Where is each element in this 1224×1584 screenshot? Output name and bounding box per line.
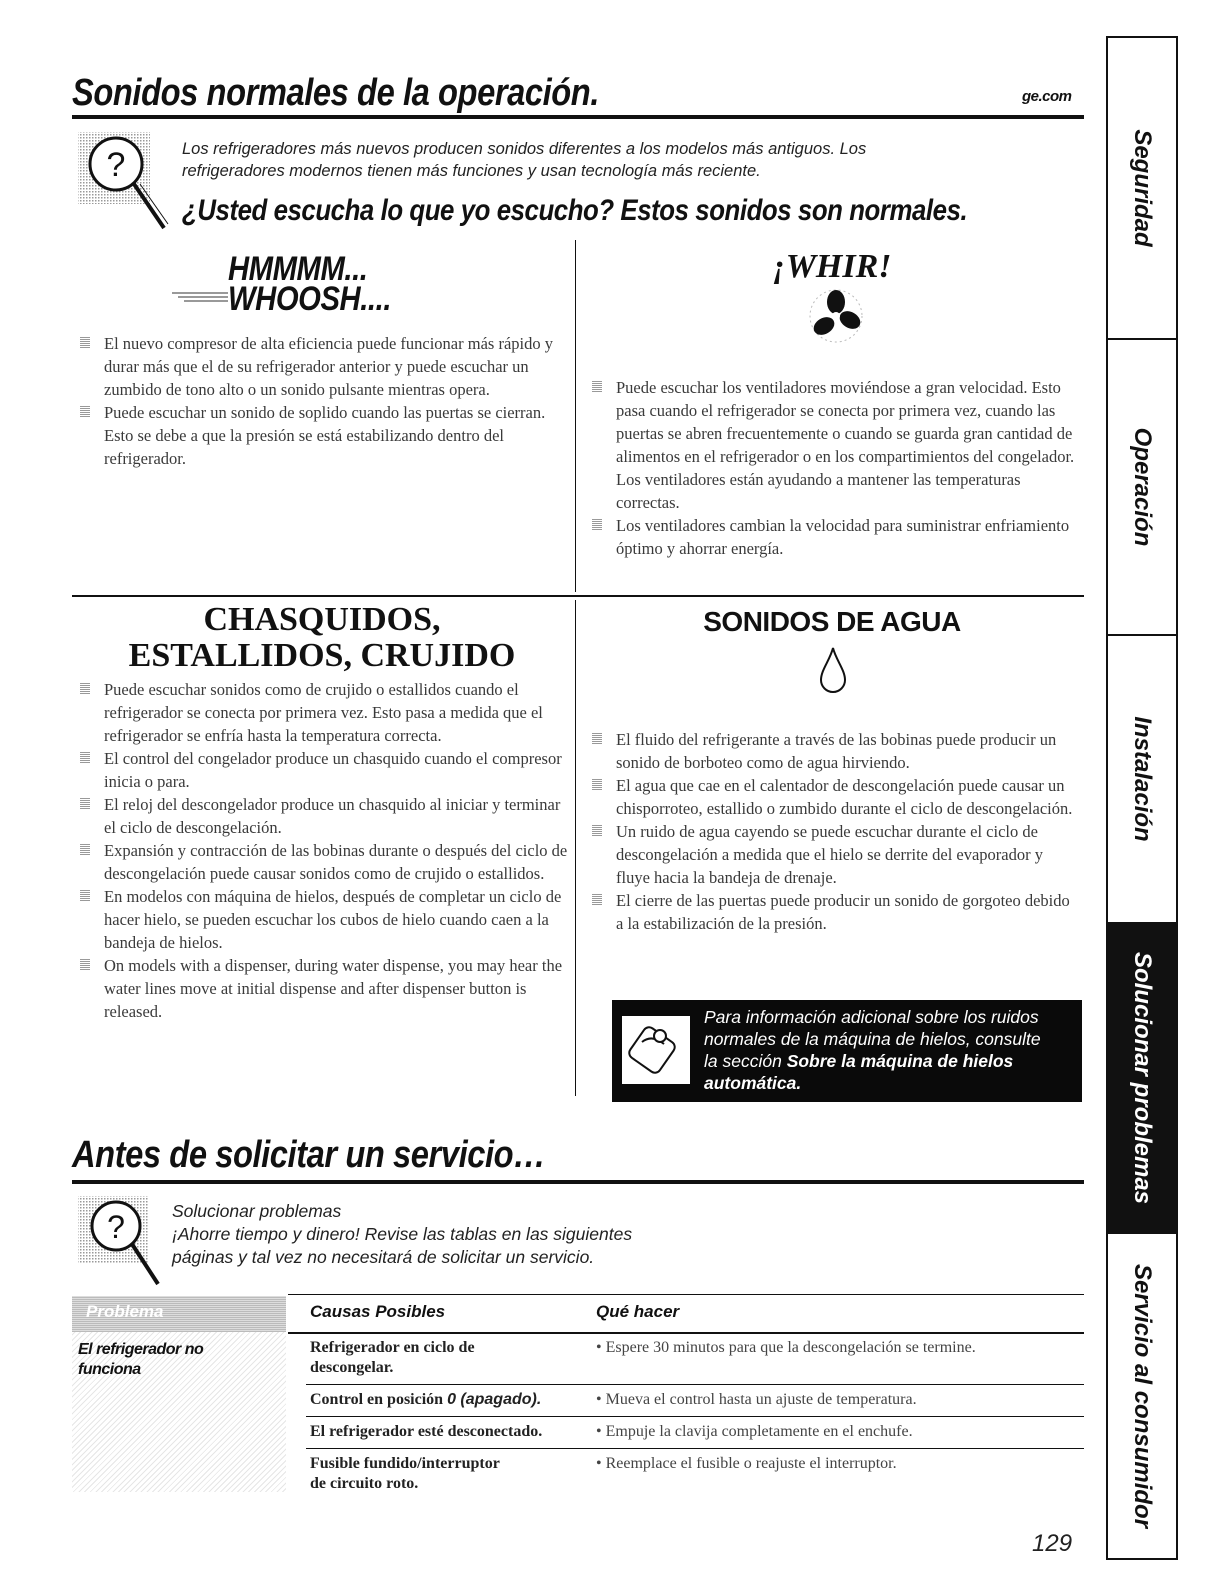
info-text — [704, 1006, 1076, 1094]
table-row-1-fix: • Espere 30 minutos para que la descongelación se termine. — [596, 1339, 976, 1356]
list-item: Puede escuchar los ventiladores moviéndose a gran velocidad. Esto pasa cuando el refrigerador se conecta por primera vez, cuando las puertas se abren frecuentemente o cuando se guarda gran cantidad de alimentos en el refrigerador o en los compartimientos del congelador. Los ventiladores están ayudando a mantener las temperaturas correctas. — [584, 376, 1080, 514]
water-drop-icon — [818, 646, 848, 694]
bullet-icon — [80, 890, 90, 901]
section-sidebar — [1106, 36, 1178, 1560]
problem-line-2: funciona — [78, 1361, 141, 1378]
column-divider-top — [575, 240, 576, 592]
cause-line: Fusible fundido/interruptor — [310, 1455, 500, 1472]
problem-label — [78, 1340, 203, 1380]
info-link-ice-maker-end[interactable]: automática. — [704, 1073, 802, 1093]
tab-instalacion[interactable] — [1108, 636, 1176, 924]
problem-column — [72, 1296, 286, 1492]
list-item: El control del congelador produce un chasquido cuando el compresor inicia o para. — [72, 747, 570, 793]
row-rule — [306, 1384, 1084, 1385]
page-number: 129 — [1032, 1530, 1073, 1557]
problem-header-cell — [72, 1296, 286, 1332]
header-rule — [72, 115, 1084, 119]
service-line-3: páginas y tal vez no necesitará de solicitar un servicio. — [172, 1247, 595, 1267]
fix-text: Empuje la clavija completamente en el enchufe. — [605, 1423, 913, 1440]
bullet-icon — [592, 894, 602, 905]
table-row-1-cause — [310, 1338, 580, 1378]
problem-line-1: El refrigerador no — [78, 1341, 204, 1358]
tab-servicio-al-consumidor[interactable] — [1108, 1234, 1176, 1558]
table-row-3-fix: • Empuje la clavija completamente en el enchufe. — [596, 1423, 913, 1440]
causes-header: Causas Posibles — [310, 1302, 446, 1321]
cause-line: de circuito roto. — [310, 1475, 419, 1492]
list-item: Un ruido de agua cayendo se puede escuchar durante el ciclo de descongelación a medida que el hielo se derrite del evaporador y fluye hacia la bandeja de drenaje. — [584, 820, 1080, 889]
bullet-icon — [592, 733, 602, 744]
bullet-icon — [80, 752, 90, 763]
tab-solucionar-problemas[interactable] — [1108, 924, 1176, 1234]
tab-label: Instalación — [1129, 716, 1156, 842]
fix-header: Qué hacer — [596, 1302, 680, 1321]
list-item: El fluido del refrigerante a través de las bobinas puede producir un sonido de borboteo como de agua hirviendo. — [584, 728, 1080, 774]
hmmm-list — [72, 332, 570, 470]
bullet-icon — [592, 825, 602, 836]
info-box — [612, 1000, 1082, 1102]
info-line-2: normales de la máquina de hielos, consulte — [704, 1029, 1041, 1049]
hmmm-title: HMMMM... — [228, 250, 368, 288]
bullet-icon — [80, 337, 90, 348]
problem-header: Problema — [86, 1302, 164, 1321]
service-intro — [172, 1200, 632, 1269]
whoosh-lines-icon — [172, 290, 228, 304]
list-item: El reloj del descongelador produce un chasquido al iniciar y terminar el ciclo de descongelación. — [72, 793, 570, 839]
cause-line: Refrigerador en ciclo de — [310, 1339, 475, 1356]
fix-text: Reemplace el fusible o reajuste el interruptor. — [605, 1455, 897, 1472]
chasquidos-list — [72, 678, 570, 1023]
column-divider-bottom — [575, 600, 576, 1096]
subheading: ¿Usted escucha lo que yo escucho? Estos sonidos son normales. — [182, 194, 968, 227]
cause-line: Control en posición — [310, 1391, 448, 1408]
page-title: Sonidos normales de la operación. — [72, 72, 599, 114]
info-line-3 — [704, 1050, 1076, 1072]
svg-text:?: ? — [107, 1209, 125, 1245]
service-line-1: Solucionar problemas — [172, 1201, 342, 1221]
list-item: Puede escuchar sonidos como de crujido o estallidos cuando el refrigerador se conecta por primera vez. Esto pasa a medida que el refrigerador se enfría hasta la temperatura correcta. — [72, 678, 570, 747]
question-magnifier-icon — [74, 128, 174, 238]
service-title: Antes de solicitar un servicio… — [72, 1134, 546, 1176]
agua-list — [584, 728, 1080, 935]
bullet-icon — [80, 406, 90, 417]
bullet-icon — [592, 779, 602, 790]
intro-text: Los refrigeradores más nuevos producen sonidos diferentes a los modelos más antiguos. Los refrigeradores modernos tienen más funciones y usan tecnología más reciente. — [182, 140, 867, 180]
section-divider — [72, 595, 1084, 597]
service-rule — [72, 1180, 1084, 1184]
info-link-ice-maker[interactable]: Sobre la máquina de hielos — [786, 1051, 1014, 1071]
service-line-2: ¡Ahorre tiempo y dinero! Revise las tablas en las siguientes — [172, 1224, 633, 1244]
list-item: Los ventiladores cambian la velocidad para suministrar enfriamiento óptimo y ahorrar energía. — [584, 514, 1080, 560]
list-item: On models with a dispenser, during water dispense, you may hear the water lines move at initial dispense and after dispenser button is released. — [72, 954, 570, 1023]
table-row-4-fix: • Reemplace el fusible o reajuste el interruptor. — [596, 1455, 897, 1472]
bullet-icon — [592, 381, 602, 392]
cause-emphasis: 0 (apagado). — [447, 1391, 542, 1408]
bullet-icon — [80, 959, 90, 970]
list-item: El nuevo compresor de alta eficiencia puede funcionar más rápido y durar más que el de su refrigerador anterior y puede escuchar un zumbido de tono alto o un sonido pulsante mientras opera. — [72, 332, 570, 401]
table-row-2-cause — [310, 1390, 580, 1410]
site-link[interactable]: ge.com — [1022, 88, 1072, 105]
ice-maker-icon — [620, 1014, 692, 1086]
fix-text: Espere 30 minutos para que la descongelación se termine. — [605, 1339, 976, 1356]
table-header-rule — [288, 1332, 1084, 1334]
list-item: Puede escuchar un sonido de soplido cuando las puertas se cierran. Esto se debe a que la presión se está estabilizando dentro del refrigerador. — [72, 401, 570, 470]
tab-label: Servicio al consumidor — [1129, 1263, 1156, 1529]
bullet-icon — [80, 844, 90, 855]
fix-text: Mueva el control hasta un ajuste de temperatura. — [605, 1391, 917, 1408]
whir-title: ¡WHIR! — [772, 248, 892, 285]
list-item: En modelos con máquina de hielos, después de completar un ciclo de hacer hielo, se pueden escuchar los cubos de hielo cuando caen a la bandeja de hielos. — [72, 885, 570, 954]
info-line-1: Para información adicional sobre los ruidos — [704, 1007, 1039, 1027]
tab-label: Operación — [1129, 427, 1156, 547]
tab-operacion[interactable] — [1108, 340, 1176, 636]
row-rule — [306, 1416, 1084, 1417]
info-line-3-text: la sección — [704, 1051, 787, 1071]
info-line-4 — [704, 1072, 1076, 1094]
whir-list — [584, 376, 1080, 560]
chasquidos-title-1: CHASQUIDOS, — [203, 601, 441, 638]
svg-text:?: ? — [106, 146, 126, 184]
list-item: El cierre de las puertas puede producir un sonido de gorgoteo debido a la estabilización de la presión. — [584, 889, 1080, 935]
cause-line: El refrigerador esté desconectado. — [310, 1423, 543, 1440]
table-top-rule — [288, 1294, 1084, 1295]
tab-label: Solucionar problemas — [1129, 951, 1156, 1205]
list-item: El agua que cae en el calentador de descongelación puede causar un chisporroteo, estallido o zumbido durante el ciclo de descongelación. — [584, 774, 1080, 820]
bullet-icon — [592, 519, 602, 530]
bullet-icon — [80, 798, 90, 809]
fan-icon — [808, 288, 864, 344]
whoosh-title: WHOOSH.... — [228, 280, 392, 318]
question-magnifier-icon — [74, 1192, 174, 1292]
row-rule — [306, 1448, 1084, 1449]
table-row-4-cause — [310, 1454, 580, 1494]
list-item: Expansión y contracción de las bobinas durante o después del ciclo de descongelación puede causar sonidos como de crujido o estallidos. — [72, 839, 570, 885]
agua-title: SONIDOS DE AGUA — [703, 606, 961, 637]
table-row-2-fix: • Mueva el control hasta un ajuste de temperatura. — [596, 1391, 917, 1408]
bullet-icon — [80, 683, 90, 694]
cause-line: descongelar. — [310, 1359, 394, 1376]
table-row-3-cause — [310, 1422, 590, 1442]
tab-seguridad[interactable] — [1108, 38, 1176, 340]
chasquidos-title-2: ESTALLIDOS, CRUJIDO — [128, 637, 516, 674]
tab-label: Seguridad — [1129, 129, 1156, 247]
